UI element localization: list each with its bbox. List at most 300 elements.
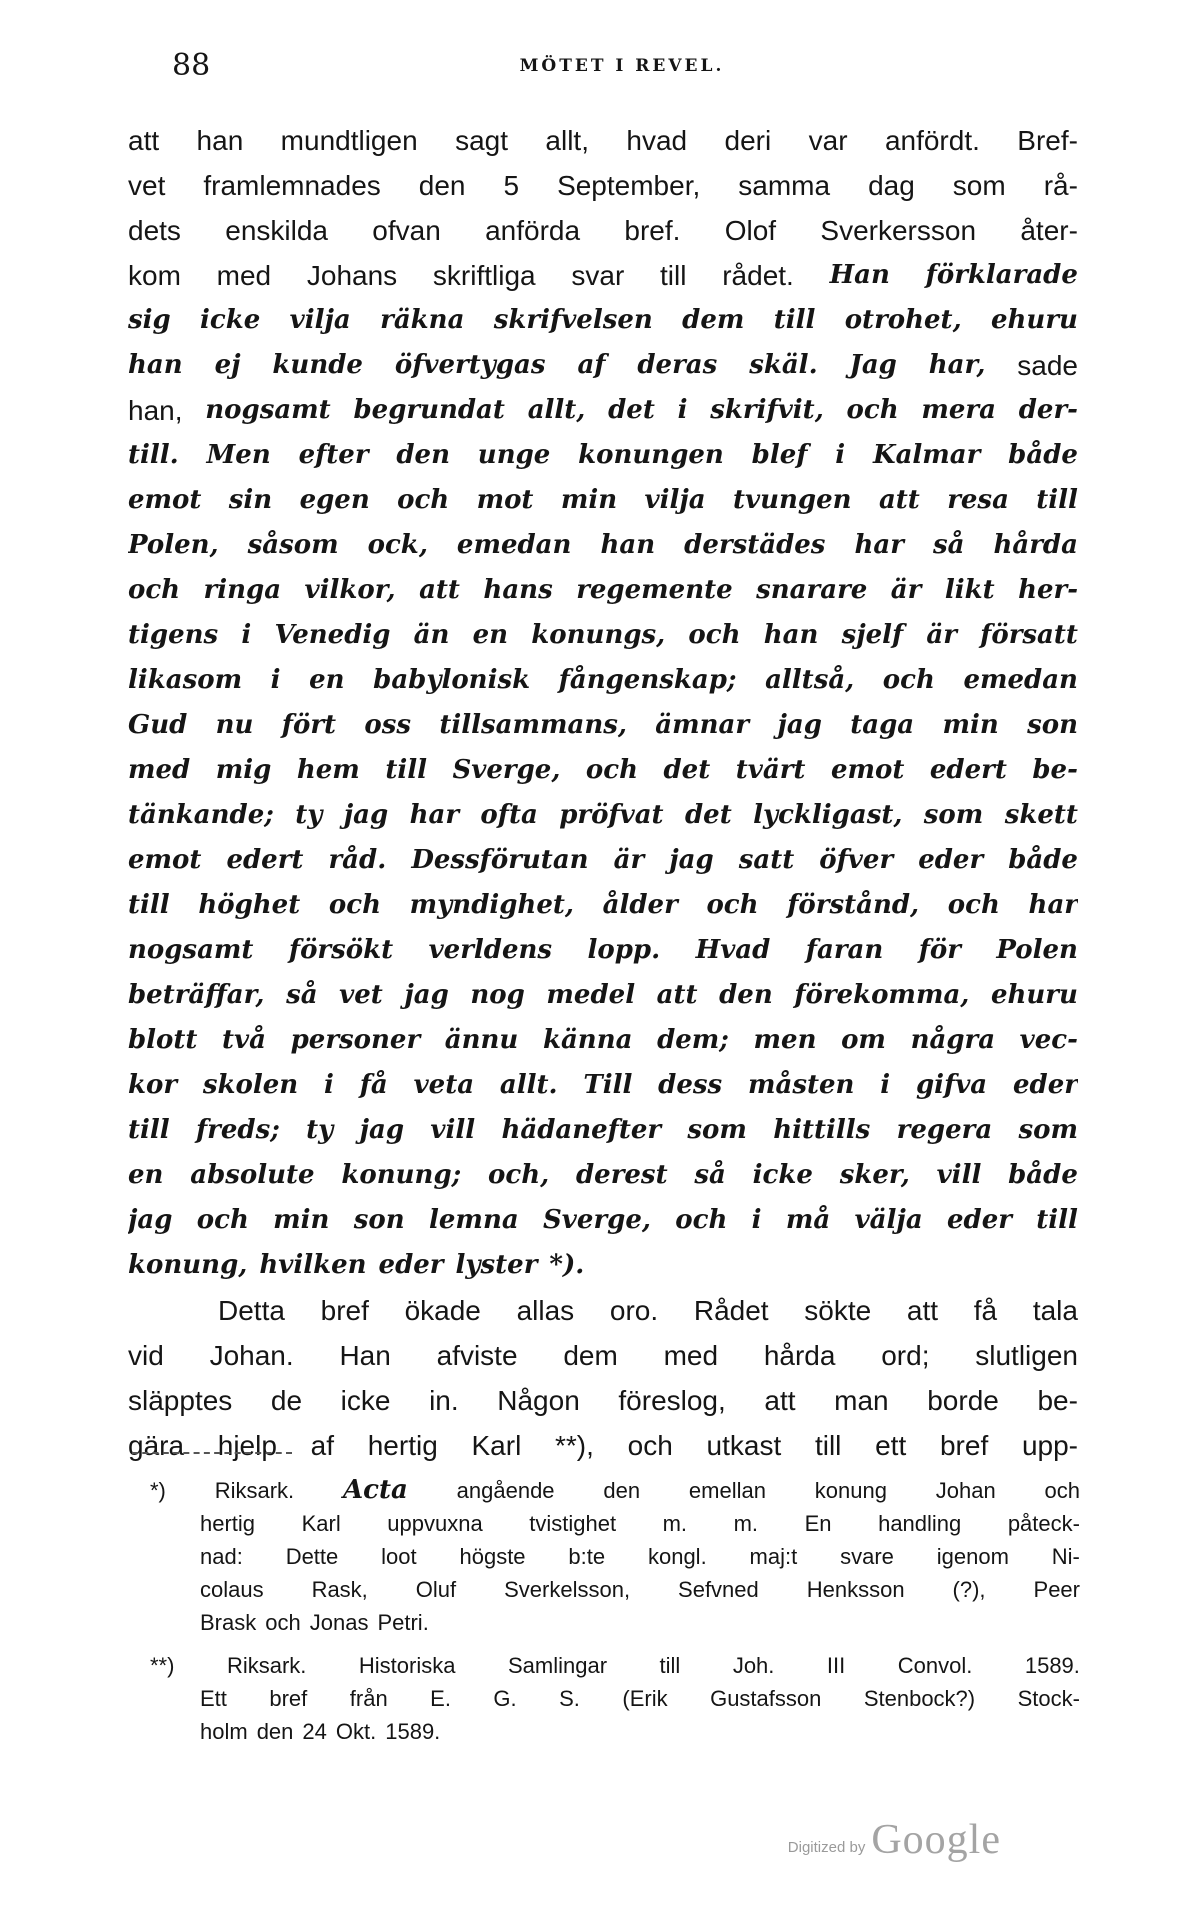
word: in. bbox=[429, 1385, 459, 1416]
footnote-line bbox=[150, 1507, 1080, 1540]
text-line bbox=[128, 1063, 1078, 1108]
word: fångenskap; bbox=[558, 665, 737, 695]
word: och bbox=[397, 485, 450, 515]
word: babylonisk bbox=[373, 665, 531, 695]
word: svar bbox=[571, 260, 625, 291]
word: igenom bbox=[936, 1544, 1009, 1569]
word: i bbox=[835, 440, 846, 470]
word: Sefvned bbox=[678, 1577, 759, 1602]
word: ofta bbox=[480, 800, 538, 830]
word: öfvertygas bbox=[394, 350, 546, 380]
word: en bbox=[128, 1160, 164, 1190]
word: om bbox=[841, 1025, 886, 1055]
word: höghet bbox=[198, 890, 301, 920]
word: eder bbox=[1012, 1070, 1078, 1100]
word: G. bbox=[493, 1686, 517, 1711]
word: fört bbox=[281, 710, 337, 740]
word: hårda bbox=[993, 530, 1078, 560]
word: konung, bbox=[128, 1250, 248, 1280]
word: har bbox=[1028, 890, 1078, 920]
word: i bbox=[270, 665, 281, 695]
word: Gustafsson bbox=[710, 1686, 822, 1711]
word: mundtligen bbox=[280, 125, 418, 156]
word: som bbox=[687, 1115, 747, 1145]
word: sig bbox=[128, 305, 171, 335]
word: och bbox=[585, 755, 638, 785]
word: från bbox=[349, 1686, 388, 1711]
word: skett bbox=[1004, 800, 1078, 830]
word: förstånd, bbox=[787, 890, 920, 920]
word: till bbox=[128, 1115, 170, 1145]
word: lemna bbox=[429, 1205, 519, 1235]
word: såsom bbox=[247, 530, 339, 560]
word: kongl. bbox=[647, 1544, 707, 1569]
word: Samlingar bbox=[507, 1653, 608, 1678]
word: och bbox=[846, 395, 899, 425]
word: hjelp bbox=[217, 1430, 277, 1461]
word: och bbox=[128, 575, 181, 605]
word: be- bbox=[1037, 1385, 1078, 1416]
word: Venedig bbox=[274, 620, 391, 650]
word: Rådet bbox=[693, 1295, 769, 1326]
word: i bbox=[751, 1205, 762, 1235]
footnote-line bbox=[150, 1573, 1080, 1606]
word: den bbox=[256, 1719, 294, 1744]
word: som bbox=[952, 170, 1006, 201]
word: b:te bbox=[568, 1544, 606, 1569]
word: ökade bbox=[404, 1295, 481, 1326]
word: Ett bbox=[200, 1686, 227, 1711]
word: gifva bbox=[915, 1070, 988, 1100]
word: blott bbox=[128, 1025, 198, 1055]
page-number: 88 bbox=[172, 48, 211, 83]
word: hvilken bbox=[259, 1250, 367, 1280]
word: att bbox=[764, 1385, 796, 1416]
word: egen bbox=[299, 485, 370, 515]
word: bref bbox=[269, 1686, 308, 1711]
word: att bbox=[878, 485, 920, 515]
word: vill bbox=[936, 1160, 982, 1190]
word: jag bbox=[128, 1205, 173, 1235]
word: har bbox=[409, 800, 460, 830]
word: åter- bbox=[1020, 215, 1078, 246]
word: min bbox=[942, 710, 999, 740]
body-text bbox=[128, 118, 1078, 1468]
word: S. bbox=[559, 1686, 580, 1711]
text-line bbox=[128, 613, 1078, 658]
text-line bbox=[128, 1108, 1078, 1153]
word: handling bbox=[878, 1511, 962, 1536]
word: be- bbox=[1032, 755, 1078, 785]
word: är bbox=[890, 575, 922, 605]
google-logo: Google bbox=[871, 1817, 1001, 1863]
word: (Erik bbox=[622, 1686, 668, 1711]
word: m. bbox=[662, 1511, 688, 1536]
word: mot bbox=[476, 485, 534, 515]
text-line bbox=[128, 163, 1078, 208]
text-line bbox=[128, 388, 1078, 433]
word: sin bbox=[228, 485, 273, 515]
word: Johan bbox=[935, 1478, 996, 1503]
word: bref bbox=[320, 1295, 369, 1326]
word: edert bbox=[929, 755, 1007, 785]
word: så bbox=[286, 980, 318, 1010]
word: både bbox=[1008, 845, 1078, 875]
word: att bbox=[906, 1295, 939, 1326]
word: allas bbox=[516, 1295, 575, 1326]
word: hädanefter bbox=[501, 1115, 662, 1145]
text-line bbox=[128, 1243, 1078, 1288]
word: ehuru bbox=[990, 980, 1078, 1010]
word: sjelf bbox=[841, 620, 904, 650]
word: borde bbox=[927, 1385, 999, 1416]
text-line bbox=[128, 658, 1078, 703]
text-line bbox=[128, 298, 1078, 343]
word: att bbox=[656, 980, 698, 1010]
word: beträffar, bbox=[128, 980, 265, 1010]
word: derest bbox=[575, 1160, 668, 1190]
word: som bbox=[923, 800, 984, 830]
word: (?), bbox=[952, 1577, 986, 1602]
word: 5 bbox=[503, 170, 520, 201]
word: colaus bbox=[200, 1577, 264, 1602]
word: E. bbox=[430, 1686, 451, 1711]
word: vet bbox=[128, 170, 166, 201]
word: skolen bbox=[202, 1070, 299, 1100]
word: Stenbock?) bbox=[863, 1686, 976, 1711]
digitized-by-google-watermark bbox=[788, 1814, 1001, 1864]
word: **), bbox=[555, 1430, 594, 1461]
word: Petri. bbox=[377, 1610, 429, 1635]
word: Dessförutan bbox=[411, 845, 589, 875]
word: Johans bbox=[306, 260, 398, 291]
word: rå- bbox=[1043, 170, 1078, 201]
word: lyster bbox=[455, 1250, 538, 1280]
word: jag bbox=[777, 710, 822, 740]
word: mera bbox=[921, 395, 996, 425]
word: tala bbox=[1032, 1295, 1078, 1326]
word: ännu bbox=[444, 1025, 519, 1055]
word: ty bbox=[306, 1115, 334, 1145]
word: försökt bbox=[288, 935, 394, 965]
text-line bbox=[128, 568, 1078, 613]
word: *). bbox=[549, 1250, 585, 1280]
word: Han bbox=[339, 1340, 391, 1371]
word: 24 bbox=[302, 1719, 327, 1744]
word: tigens bbox=[128, 620, 219, 650]
text-line bbox=[128, 523, 1078, 568]
word: så bbox=[932, 530, 965, 560]
word: nad: bbox=[200, 1544, 243, 1569]
word: och bbox=[706, 890, 759, 920]
text-line bbox=[128, 1198, 1078, 1243]
word: han, bbox=[128, 395, 183, 426]
word: tvistighet bbox=[529, 1511, 617, 1536]
word: till bbox=[814, 1430, 842, 1461]
word: Dette bbox=[285, 1544, 339, 1569]
word: och bbox=[627, 1430, 673, 1461]
word: eder bbox=[918, 845, 984, 875]
word: satt bbox=[738, 845, 795, 875]
word: den bbox=[396, 440, 450, 470]
word: der- bbox=[1018, 395, 1078, 425]
word: den bbox=[603, 1478, 641, 1503]
word: III bbox=[826, 1653, 846, 1678]
word: lopp. bbox=[587, 935, 661, 965]
footnote-line bbox=[150, 1474, 1080, 1507]
word: eder bbox=[947, 1205, 1012, 1235]
word: och bbox=[947, 890, 1000, 920]
word: nogsamt bbox=[205, 395, 331, 425]
word: förekomma, bbox=[794, 980, 970, 1010]
word: uppvuxna bbox=[387, 1511, 483, 1536]
word: dem bbox=[682, 305, 745, 335]
word: och bbox=[1044, 1478, 1080, 1503]
word: Detta bbox=[218, 1295, 285, 1326]
word: bref bbox=[939, 1430, 989, 1461]
word: skriftliga bbox=[432, 260, 536, 291]
word: han bbox=[196, 125, 244, 156]
word: loot bbox=[381, 1544, 417, 1569]
word: ålder bbox=[602, 890, 678, 920]
word: allt, bbox=[527, 395, 586, 425]
word: hem bbox=[296, 755, 360, 785]
word: Jag bbox=[849, 350, 897, 380]
word: så bbox=[694, 1160, 726, 1190]
word: Polen bbox=[996, 935, 1078, 965]
word: i bbox=[677, 395, 688, 425]
word: icke bbox=[752, 1160, 813, 1190]
word: till bbox=[128, 890, 170, 920]
word: Rask, bbox=[311, 1577, 368, 1602]
word: Han bbox=[829, 260, 890, 290]
word: för bbox=[918, 935, 961, 965]
word: de bbox=[270, 1385, 303, 1416]
text-line bbox=[128, 1423, 1078, 1468]
footnote-line bbox=[150, 1540, 1080, 1573]
word: få bbox=[359, 1070, 388, 1100]
word: son bbox=[353, 1205, 405, 1235]
word: tvungen bbox=[733, 485, 852, 515]
word: anförda bbox=[485, 215, 581, 246]
word: min bbox=[560, 485, 618, 515]
word: men bbox=[753, 1025, 817, 1055]
word: och, bbox=[488, 1160, 550, 1190]
word: sökte bbox=[804, 1295, 872, 1326]
word: skäl. bbox=[749, 350, 818, 380]
word: slutligen bbox=[975, 1340, 1078, 1371]
word: myndighet, bbox=[409, 890, 574, 920]
word: likasom bbox=[128, 665, 243, 695]
word: konung; bbox=[341, 1160, 462, 1190]
word: tillsammans, bbox=[439, 710, 627, 740]
word: den bbox=[719, 980, 773, 1010]
word: veta bbox=[413, 1070, 475, 1100]
word: Hvad bbox=[695, 935, 771, 965]
word: Kalmar bbox=[872, 440, 981, 470]
word: hertig bbox=[200, 1511, 256, 1536]
text-line bbox=[128, 748, 1078, 793]
word: likt bbox=[944, 575, 995, 605]
word: Bref- bbox=[1017, 125, 1078, 156]
text-line bbox=[128, 253, 1078, 298]
word: **) bbox=[150, 1653, 175, 1678]
word: han bbox=[763, 620, 819, 650]
word: försatt bbox=[980, 620, 1078, 650]
word: släpptes bbox=[128, 1385, 233, 1416]
word: medel bbox=[546, 980, 636, 1010]
word: alltså, bbox=[765, 665, 855, 695]
word: svare bbox=[840, 1544, 894, 1569]
word: har bbox=[854, 530, 904, 560]
text-line bbox=[128, 118, 1078, 163]
word: Riksark. bbox=[214, 1478, 295, 1503]
word: det bbox=[608, 395, 655, 425]
word: Någon bbox=[497, 1385, 580, 1416]
word: Historiska bbox=[358, 1653, 456, 1678]
word: det bbox=[663, 755, 711, 785]
word: det bbox=[684, 800, 732, 830]
word: till bbox=[773, 305, 816, 335]
word: och bbox=[196, 1205, 249, 1235]
word: ämnar bbox=[655, 710, 750, 740]
word: oss bbox=[364, 710, 411, 740]
word: enskilda bbox=[225, 215, 328, 246]
word: i bbox=[241, 620, 252, 650]
word: Johan. bbox=[209, 1340, 294, 1371]
word: till bbox=[385, 755, 427, 785]
word: till bbox=[1036, 1205, 1078, 1235]
footnote-line bbox=[150, 1682, 1080, 1715]
text-line bbox=[128, 1333, 1078, 1378]
word: Joh. bbox=[732, 1653, 775, 1678]
word: emot bbox=[830, 755, 905, 785]
word: och bbox=[328, 890, 381, 920]
word: Convol. bbox=[897, 1653, 973, 1678]
word: emot bbox=[128, 845, 202, 875]
word: påteck- bbox=[1007, 1511, 1080, 1536]
word: emedan bbox=[456, 530, 572, 560]
word: och bbox=[675, 1205, 728, 1235]
word: dets bbox=[128, 215, 181, 246]
word: Ni- bbox=[1051, 1544, 1080, 1569]
word: få bbox=[973, 1295, 998, 1326]
word: Sverkersson bbox=[820, 215, 977, 246]
word: angående bbox=[456, 1478, 555, 1503]
word: En bbox=[804, 1511, 832, 1536]
word: icke bbox=[340, 1385, 391, 1416]
word: samma bbox=[738, 170, 831, 201]
word: den bbox=[418, 170, 466, 201]
text-line bbox=[128, 838, 1078, 883]
word: konungen bbox=[578, 440, 724, 470]
word: till bbox=[1036, 485, 1078, 515]
word: högste bbox=[459, 1544, 526, 1569]
word: emot bbox=[128, 485, 202, 515]
word: personer bbox=[290, 1025, 421, 1055]
word: deri bbox=[724, 125, 772, 156]
word: edert bbox=[226, 845, 304, 875]
word: pröfvat bbox=[559, 800, 664, 830]
word: och bbox=[688, 620, 741, 650]
word: en bbox=[309, 665, 345, 695]
text-line bbox=[128, 343, 1078, 388]
word: upp- bbox=[1021, 1430, 1078, 1461]
word: holm bbox=[200, 1719, 248, 1744]
text-line bbox=[128, 928, 1078, 973]
word: räkna bbox=[380, 305, 465, 335]
word: Sverge, bbox=[452, 755, 561, 785]
word: nog bbox=[470, 980, 525, 1010]
word: dem bbox=[563, 1340, 618, 1371]
word: i bbox=[880, 1070, 891, 1100]
word: Sverkelsson, bbox=[504, 1577, 631, 1602]
word: Karl bbox=[471, 1430, 522, 1461]
word: han bbox=[600, 530, 656, 560]
word: Peer bbox=[1033, 1577, 1080, 1602]
word: af bbox=[577, 350, 606, 380]
word: välja bbox=[854, 1205, 923, 1235]
running-head bbox=[172, 48, 1072, 88]
word: allt, bbox=[545, 125, 589, 156]
word: blef bbox=[751, 440, 808, 470]
word: dem; bbox=[657, 1025, 729, 1055]
word: rådet. bbox=[722, 260, 794, 291]
word: ett bbox=[875, 1430, 907, 1461]
word: September, bbox=[557, 170, 701, 201]
word: med bbox=[216, 260, 272, 291]
text-line bbox=[128, 208, 1078, 253]
word: hårda bbox=[763, 1340, 836, 1371]
word: må bbox=[785, 1205, 831, 1235]
word: Till bbox=[583, 1070, 633, 1100]
word: föreslog, bbox=[618, 1385, 726, 1416]
word: Sverge, bbox=[543, 1205, 651, 1235]
word: kor bbox=[128, 1070, 178, 1100]
word: icke bbox=[200, 305, 261, 335]
word: har, bbox=[928, 350, 986, 380]
word: till bbox=[659, 1653, 681, 1678]
word: ock, bbox=[367, 530, 428, 560]
word: kunde bbox=[272, 350, 363, 380]
word: som bbox=[1018, 1115, 1078, 1145]
word: min bbox=[273, 1205, 330, 1235]
word: freds; bbox=[195, 1115, 280, 1145]
text-line bbox=[128, 1288, 1078, 1333]
word: Acta bbox=[342, 1475, 408, 1505]
word: att bbox=[128, 125, 160, 156]
word: faran bbox=[805, 935, 884, 965]
word: är bbox=[613, 845, 645, 875]
word: otrohet, bbox=[844, 305, 962, 335]
word: lyckligast, bbox=[753, 800, 903, 830]
word: till. bbox=[128, 440, 179, 470]
word: afviste bbox=[436, 1340, 518, 1371]
word: vilkor, bbox=[304, 575, 396, 605]
word: snarare bbox=[756, 575, 868, 605]
word: emedan bbox=[963, 665, 1078, 695]
footnotes bbox=[150, 1474, 1080, 1748]
word: verldens bbox=[428, 935, 553, 965]
word: och bbox=[882, 665, 935, 695]
word: kom bbox=[128, 260, 181, 291]
word: Riksark. bbox=[226, 1653, 307, 1678]
word: utkast bbox=[706, 1430, 782, 1461]
word: begrundat bbox=[353, 395, 505, 425]
word: Olof bbox=[724, 215, 777, 246]
word: både bbox=[1008, 440, 1078, 470]
text-line bbox=[128, 793, 1078, 838]
